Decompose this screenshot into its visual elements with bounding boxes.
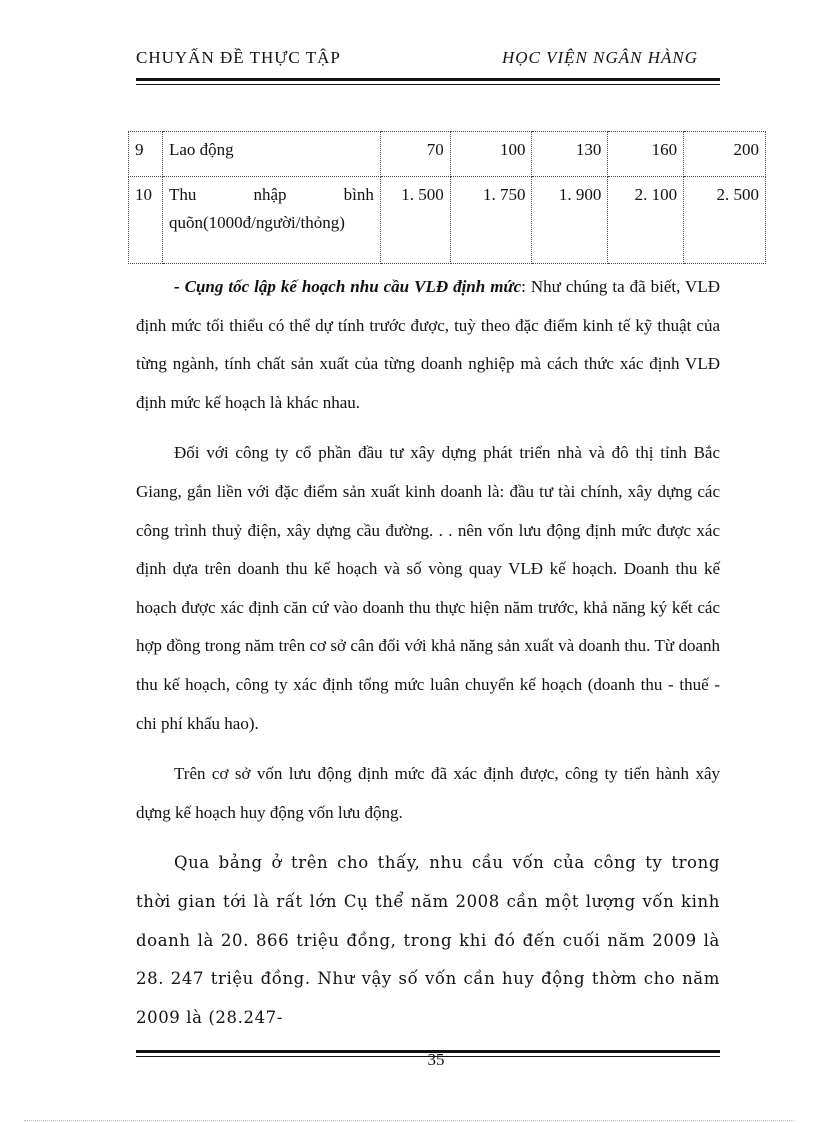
table-cell: 2. 500 bbox=[684, 177, 766, 264]
row-index: 9 bbox=[129, 132, 163, 177]
paragraph-1 bbox=[136, 268, 720, 422]
header-right-title: HỌC VIỆN NGÂN HÀNG bbox=[501, 48, 698, 67]
row-label-line2: quõn(1000đ/người/thỏng) bbox=[168, 213, 345, 232]
header-rule-thin bbox=[136, 84, 720, 85]
row-label: Thu nhập bình bbox=[168, 185, 374, 204]
table-cell: 160 bbox=[608, 132, 684, 177]
page-bottom-border bbox=[24, 1120, 794, 1121]
paragraph-3: Trên cơ sở vốn lưu động định mức đã xác định được, công ty tiến hành xây dựng kế hoạch huy động vốn lưu động. bbox=[136, 764, 720, 822]
header-rule-thick bbox=[136, 78, 720, 81]
table-cell: 130 bbox=[532, 132, 608, 177]
paragraph-lead: - Cụng tốc lập kế hoạch nhu cầu VLĐ định mức bbox=[174, 277, 522, 296]
table-row bbox=[129, 132, 766, 177]
table-cell: 70 bbox=[380, 132, 450, 177]
paragraph-2: Đối với công ty cổ phần đầu tư xây dựng phát triển nhà và đô thị tỉnh Bắc Giang, gắn liền với đặc điểm sản xuất kinh doanh là: đầu tư tài chính, xây dựng các công trình thuỷ điện, xây dựng cầu đường. . . nên vốn lưu động định mức được xác định dựa trên doanh thu kế hoạch và số vòng quay VLĐ kế hoạch. Doanh thu kế hoạch được xác định căn cứ vào doanh thu thực hiện năm trước, khả năng ký kết các hợp đồng trong năm trên cơ sở cân đối với khả năng sản xuất và doanh thu. Từ doanh thu kế hoạch, công ty xác định tổng mức luân chuyển kế hoạch (doanh thu - thuế - chi phí khấu hao). bbox=[136, 443, 720, 733]
table-cell: 1. 900 bbox=[532, 177, 608, 264]
row-index: 10 bbox=[129, 177, 163, 264]
table-cell: 1. 750 bbox=[450, 177, 532, 264]
running-header bbox=[136, 48, 720, 72]
row-label-cell bbox=[162, 177, 380, 264]
table-cell: 100 bbox=[450, 132, 532, 177]
table-cell: 2. 100 bbox=[608, 177, 684, 264]
table-cell: 1. 500 bbox=[380, 177, 450, 264]
table-cell: 200 bbox=[684, 132, 766, 177]
row-label: Lao động bbox=[162, 132, 380, 177]
paragraph-1-text: : Như chúng ta đã biết, VLĐ định mức tối thiểu có thể dự tính trước được, tuỳ theo đặc điểm kinh tế kỹ thuật của từng ngành, tính chất sản xuất của từng doanh nghiệp mà cách thức xác định VLĐ định mức kế hoạch là khác nhau. bbox=[136, 277, 720, 412]
table-row bbox=[129, 177, 766, 264]
paragraph-4: Qua bảng ở trên cho thấy, nhu cầu vốn của công ty trong thời gian tới là rất lớn Cụ thể năm 2008 cần một lượng vốn kinh doanh là 20. 866 triệu đồng, trong khi đó đến cuối năm 2009 là 28. 247 triệu đồng. Như vậy số vốn cần huy động thờm cho năm 2009 là (28.247- bbox=[136, 853, 720, 1027]
body-text bbox=[136, 268, 720, 1037]
page-number: 35 bbox=[427, 1050, 445, 1069]
header-left-title: CHUYẤN ĐỀ THỰC TẬP bbox=[136, 48, 341, 67]
data-table bbox=[128, 131, 766, 264]
